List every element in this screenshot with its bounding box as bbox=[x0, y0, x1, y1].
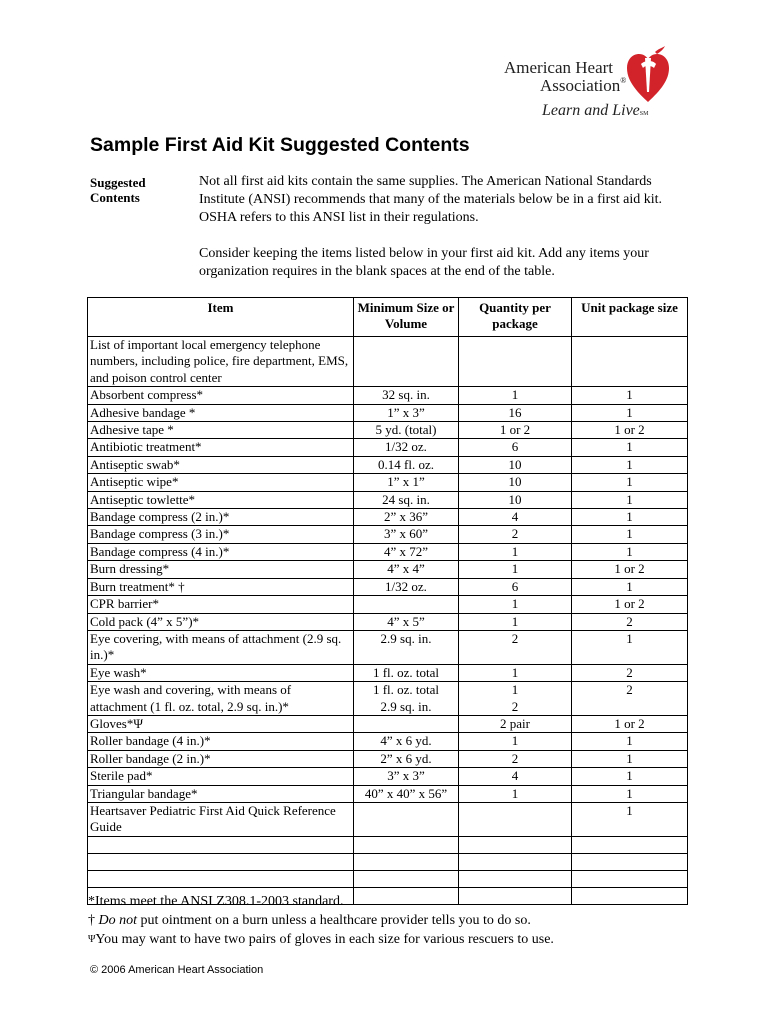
cell-item: Antiseptic towlette* bbox=[88, 491, 354, 508]
intro-paragraph-2: Consider keeping the items listed below in your first aid kit. Add any items your organization requires in the blank spaces at the end of the table. bbox=[199, 246, 649, 279]
cell-unit-size: 1 bbox=[572, 630, 688, 664]
cell-unit-size: 1 bbox=[572, 543, 688, 560]
cell-min-size: 2.9 sq. in. bbox=[354, 630, 459, 664]
cell-min-size bbox=[354, 870, 459, 887]
footnote-ansi: *Items meet the ANSI Z308.1-2003 standard. bbox=[88, 894, 344, 909]
cell-quantity: 16 bbox=[459, 404, 572, 421]
cell-min-size bbox=[354, 596, 459, 613]
cell-item: Absorbent compress* bbox=[88, 387, 354, 404]
first-aid-kit-table bbox=[87, 297, 688, 905]
footnote-gloves-text: You may want to have two pairs of gloves in each size for various rescuers to use. bbox=[95, 932, 554, 947]
cell-min-size: 3” x 60” bbox=[354, 526, 459, 543]
cell-min-size: 3” x 3” bbox=[354, 768, 459, 785]
table-row bbox=[88, 596, 688, 613]
cell-unit-size: 1 bbox=[572, 456, 688, 473]
cell-min-size: 40” x 40” x 56” bbox=[354, 785, 459, 802]
cell-item: Adhesive bandage * bbox=[88, 404, 354, 421]
cell-quantity bbox=[459, 853, 572, 870]
cell-item: Antibiotic treatment* bbox=[88, 439, 354, 456]
footnote-gloves bbox=[88, 930, 554, 949]
table-row bbox=[88, 337, 688, 387]
cell-min-size: 32 sq. in. bbox=[354, 387, 459, 404]
cell-quantity: 2 bbox=[459, 526, 572, 543]
cell-item bbox=[88, 853, 354, 870]
cell-unit-size: 1 bbox=[572, 491, 688, 508]
cell-unit-size bbox=[572, 887, 688, 904]
cell-item: Heartsaver Pediatric First Aid Quick Reference Guide bbox=[88, 802, 354, 836]
cell-unit-size: 1 bbox=[572, 802, 688, 836]
cell-quantity: 1 bbox=[459, 613, 572, 630]
cell-min-size: 1 fl. oz. total bbox=[354, 664, 459, 681]
cell-quantity: 4 bbox=[459, 768, 572, 785]
cell-item: Antiseptic wipe* bbox=[88, 474, 354, 491]
cell-item bbox=[88, 870, 354, 887]
cell-unit-size: 1 bbox=[572, 404, 688, 421]
cell-quantity bbox=[459, 802, 572, 836]
cell-unit-size: 1 or 2 bbox=[572, 596, 688, 613]
cell-quantity: 2 bbox=[459, 630, 572, 664]
cell-item: Adhesive tape * bbox=[88, 422, 354, 439]
logo-tm-mark: SM bbox=[639, 111, 649, 117]
table-row bbox=[88, 578, 688, 595]
cell-min-size: 1” x 3” bbox=[354, 404, 459, 421]
cell-item: Eye wash* bbox=[88, 664, 354, 681]
cell-unit-size: 2 bbox=[572, 613, 688, 630]
footnote-burn bbox=[88, 911, 554, 930]
table-row bbox=[88, 439, 688, 456]
cell-min-size: 4” x 72” bbox=[354, 543, 459, 560]
cell-min-size: 5 yd. (total) bbox=[354, 422, 459, 439]
cell-quantity: 1 bbox=[459, 387, 572, 404]
table-row bbox=[88, 785, 688, 802]
cell-unit-size: 1 or 2 bbox=[572, 422, 688, 439]
aha-logo bbox=[500, 44, 700, 124]
cell-quantity: 6 bbox=[459, 439, 572, 456]
header-min-size: Minimum Size or Volume bbox=[354, 298, 459, 337]
footnote-burn-text: put ointment on a burn unless a healthcare provider tells you to do so. bbox=[137, 913, 531, 928]
table-row bbox=[88, 802, 688, 836]
table-row bbox=[88, 491, 688, 508]
table-row bbox=[88, 561, 688, 578]
footnote-emphasis: Do not bbox=[98, 913, 137, 928]
table-row bbox=[88, 456, 688, 473]
cell-quantity: 4 bbox=[459, 509, 572, 526]
cell-unit-size bbox=[572, 836, 688, 853]
cell-item: Cold pack (4” x 5”)* bbox=[88, 613, 354, 630]
table-row bbox=[88, 853, 688, 870]
cell-min-size bbox=[354, 802, 459, 836]
cell-quantity bbox=[459, 870, 572, 887]
cell-quantity: 1 bbox=[459, 543, 572, 560]
cell-item: Burn treatment* † bbox=[88, 578, 354, 595]
cell-item: Bandage compress (3 in.)* bbox=[88, 526, 354, 543]
cell-unit-size bbox=[572, 337, 688, 387]
cell-item: Eye wash and covering, with means of attachment (1 fl. oz. total, 2.9 sq. in.)* bbox=[88, 682, 354, 716]
logo-name-line1: American Heart bbox=[504, 58, 614, 77]
header-quantity: Quantity per package bbox=[459, 298, 572, 337]
cell-unit-size: 1 bbox=[572, 785, 688, 802]
cell-quantity: 2 bbox=[459, 750, 572, 767]
logo-name-line2 bbox=[540, 76, 626, 96]
cell-item: Bandage compress (4 in.)* bbox=[88, 543, 354, 560]
table-row bbox=[88, 682, 688, 716]
footnote-dagger: † bbox=[88, 913, 95, 928]
cell-quantity: 2 pair bbox=[459, 715, 572, 732]
cell-min-size: 0.14 fl. oz. bbox=[354, 456, 459, 473]
cell-item: Roller bandage (4 in.)* bbox=[88, 733, 354, 750]
footnote-psi: Ψ bbox=[88, 934, 96, 945]
table-row bbox=[88, 509, 688, 526]
table-row bbox=[88, 630, 688, 664]
cell-min-size: 4” x 4” bbox=[354, 561, 459, 578]
copyright: © 2006 American Heart Association bbox=[90, 964, 264, 976]
cell-quantity bbox=[459, 836, 572, 853]
table-row bbox=[88, 733, 688, 750]
cell-quantity: 1 bbox=[459, 733, 572, 750]
cell-unit-size: 1 bbox=[572, 768, 688, 785]
cell-unit-size: 1 or 2 bbox=[572, 715, 688, 732]
cell-min-size bbox=[354, 853, 459, 870]
cell-item: Triangular bandage* bbox=[88, 785, 354, 802]
cell-unit-size: 1 bbox=[572, 474, 688, 491]
cell-min-size: 2” x 36” bbox=[354, 509, 459, 526]
table-row bbox=[88, 664, 688, 681]
header-item: Item bbox=[88, 298, 354, 337]
cell-min-size: 1” x 1” bbox=[354, 474, 459, 491]
footnotes bbox=[88, 892, 554, 949]
cell-quantity: 1 2 bbox=[459, 682, 572, 716]
logo-tagline-text: Learn and Live bbox=[542, 102, 640, 119]
table-row bbox=[88, 422, 688, 439]
table-row bbox=[88, 613, 688, 630]
cell-unit-size bbox=[572, 870, 688, 887]
table-row bbox=[88, 474, 688, 491]
cell-item: Gloves*Ψ bbox=[88, 715, 354, 732]
intro-text bbox=[199, 173, 669, 299]
logo-tagline bbox=[542, 102, 648, 120]
table-row bbox=[88, 750, 688, 767]
cell-min-size: 1/32 oz. bbox=[354, 578, 459, 595]
cell-unit-size bbox=[572, 853, 688, 870]
logo-name-line2-text: Association bbox=[540, 76, 621, 95]
side-heading: Suggested Contents bbox=[90, 175, 146, 205]
cell-quantity: 1 bbox=[459, 785, 572, 802]
cell-item: Bandage compress (2 in.)* bbox=[88, 509, 354, 526]
table-row bbox=[88, 836, 688, 853]
table-header-row bbox=[88, 298, 688, 337]
table-row bbox=[88, 526, 688, 543]
page-title: Sample First Aid Kit Suggested Contents bbox=[90, 134, 470, 156]
table-row bbox=[88, 870, 688, 887]
cell-unit-size: 2 bbox=[572, 682, 688, 716]
table-row bbox=[88, 768, 688, 785]
cell-quantity: 10 bbox=[459, 456, 572, 473]
logo-registered-mark: ® bbox=[620, 76, 627, 85]
cell-item: Eye covering, with means of attachment (2.9 sq. in.)* bbox=[88, 630, 354, 664]
cell-min-size: 2” x 6 yd. bbox=[354, 750, 459, 767]
cell-min-size: 24 sq. in. bbox=[354, 491, 459, 508]
cell-quantity: 6 bbox=[459, 578, 572, 595]
cell-quantity: 1 bbox=[459, 596, 572, 613]
cell-unit-size: 1 bbox=[572, 733, 688, 750]
table-row bbox=[88, 715, 688, 732]
cell-item: List of important local emergency telephone numbers, including police, fire department, EMS, and poison control center bbox=[88, 337, 354, 387]
cell-item: CPR barrier* bbox=[88, 596, 354, 613]
cell-unit-size: 1 bbox=[572, 387, 688, 404]
cell-min-size: 4” x 5” bbox=[354, 613, 459, 630]
cell-item: Burn dressing* bbox=[88, 561, 354, 578]
intro-paragraph-1: Not all first aid kits contain the same supplies. The American National Standards Institute (ANSI) recommends that many of the materials below be in a first aid kit. OSHA refers to this ANSI list in their regulations. bbox=[199, 174, 663, 225]
header-unit-size: Unit package size bbox=[572, 298, 688, 337]
cell-min-size: 4” x 6 yd. bbox=[354, 733, 459, 750]
table-row bbox=[88, 543, 688, 560]
cell-item: Sterile pad* bbox=[88, 768, 354, 785]
cell-min-size bbox=[354, 715, 459, 732]
cell-unit-size: 1 bbox=[572, 439, 688, 456]
cell-quantity: 1 bbox=[459, 561, 572, 578]
table-body bbox=[88, 337, 688, 905]
cell-unit-size: 2 bbox=[572, 664, 688, 681]
table-row bbox=[88, 387, 688, 404]
table-row bbox=[88, 404, 688, 421]
cell-unit-size: 1 or 2 bbox=[572, 561, 688, 578]
cell-item: Antiseptic swab* bbox=[88, 456, 354, 473]
cell-item bbox=[88, 836, 354, 853]
cell-quantity: 10 bbox=[459, 474, 572, 491]
cell-unit-size: 1 bbox=[572, 750, 688, 767]
cell-min-size: 1/32 oz. bbox=[354, 439, 459, 456]
cell-min-size bbox=[354, 337, 459, 387]
cell-min-size bbox=[354, 836, 459, 853]
cell-quantity bbox=[459, 337, 572, 387]
cell-quantity: 1 bbox=[459, 664, 572, 681]
cell-quantity: 1 or 2 bbox=[459, 422, 572, 439]
cell-quantity: 10 bbox=[459, 491, 572, 508]
heart-torch-icon bbox=[625, 46, 671, 104]
cell-unit-size: 1 bbox=[572, 509, 688, 526]
cell-unit-size: 1 bbox=[572, 526, 688, 543]
cell-item: Roller bandage (2 in.)* bbox=[88, 750, 354, 767]
cell-unit-size: 1 bbox=[572, 578, 688, 595]
cell-min-size: 1 fl. oz. total 2.9 sq. in. bbox=[354, 682, 459, 716]
